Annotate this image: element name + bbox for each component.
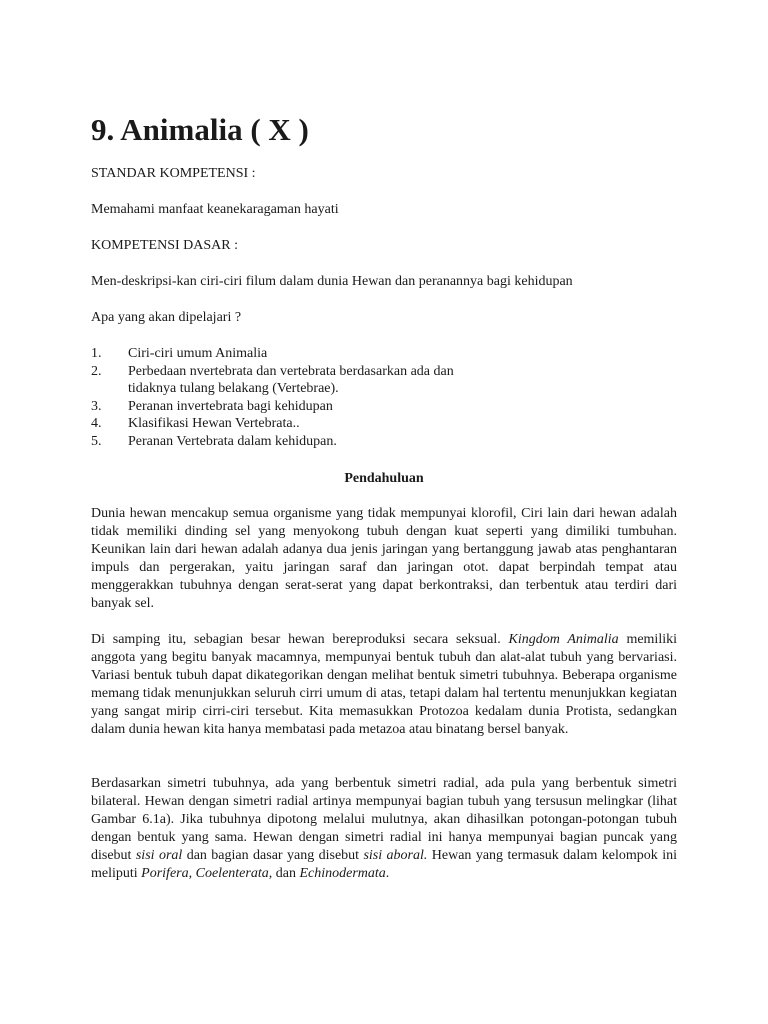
paragraph-2 — [91, 631, 677, 739]
topic-list — [91, 345, 611, 450]
kompetensi-dasar-label: KOMPETENSI DASAR : — [91, 238, 239, 253]
paragraph-text: Di samping itu, sebagian besar hewan bereproduksi secara seksual. — [91, 632, 509, 647]
list-item — [91, 433, 611, 451]
paragraph-text: Berdasarkan simetri tubuhnya, ada yang berbentuk simetri radial, ada pula yang berbentuk simetri bilateral. Hewan dengan simetri radial artinya mempunyai bagian tubuh yang tersusun melingkar (lihat Gambar 6.1a). Jika tubuhnya dipotong melalui mulutnya, akan dihasilkan potongan-potongan tubuh dengan bentuk yang sama. Hewan dengan simetri radial ini hanya mempunyai bagian puncak yang disebut — [91, 776, 677, 863]
list-item-number: 2. — [91, 363, 102, 379]
paragraph-3 — [91, 775, 677, 883]
paragraph-text: , dan — [268, 866, 300, 881]
kompetensi-dasar-text: Men-deskripsi-kan ciri-ciri filum dalam dunia Hewan dan peranannya bagi kehidupan — [91, 274, 573, 289]
italic-term: Coelenterata — [195, 866, 269, 881]
paragraph-text: . — [385, 866, 390, 881]
paragraph-1 — [91, 505, 677, 613]
italic-term: Porifera — [141, 866, 189, 881]
page-title: 9. Animalia ( X ) — [91, 112, 309, 147]
italic-term: Echinodermata — [299, 866, 386, 881]
list-item-number: 1. — [91, 346, 102, 361]
list-item-number: 3. — [91, 398, 102, 414]
italic-term: sisi aboral. — [363, 848, 428, 863]
standar-kompetensi-text: Memahami manfaat keanekaragaman hayati — [91, 202, 339, 217]
paragraph-text: memiliki anggota yang begitu banyak macamnya, mempunyai bentuk tubuh dan alat-alat tubuh yang bervariasi. Variasi bentuk tubuh dapat dikategorikan dengan melihat bentuk simetri tubuhnya. Beberapa organisme memang tidak menunjukkan seluruh cirri umum di atas, tetapi dalam hal tertentu menunjukkan kegiatan yang sangat mirip cirri-ciri tersebut. Kita memasukkan Protozoa kedalam dunia Protista, sedangkan dalam dunia hewan kita hanya membatasi pada metazoa atau binatang bersel banyak. — [91, 632, 677, 737]
list-item-text: Peranan Vertebrata dalam kehidupan. — [128, 433, 337, 449]
list-item — [91, 363, 611, 398]
paragraph-text: Hewan yang termasuk dalam kelompok ini meliputi — [91, 848, 677, 881]
list-item-text: Klasifikasi Hewan Vertebrata.. — [128, 416, 300, 431]
italic-term: Kingdom Animalia — [508, 632, 619, 647]
list-item — [91, 415, 611, 433]
standar-kompetensi-label: STANDAR KOMPETENSI : — [91, 166, 256, 181]
list-item-text: tidaknya tulang belakang (Vertebrae). — [128, 381, 339, 396]
list-item-number: 4. — [91, 416, 102, 431]
list-item-text: Peranan invertebrata bagi kehidupan — [128, 398, 333, 414]
list-item-number: 5. — [91, 433, 102, 449]
list-item — [91, 345, 611, 363]
paragraph-text: dan bagian dasar yang disebut — [182, 848, 364, 863]
list-item-text: Ciri-ciri umum Animalia — [128, 346, 268, 361]
section-heading: Pendahuluan — [344, 471, 424, 486]
list-item — [91, 398, 611, 416]
italic-term: sisi oral — [135, 848, 183, 863]
paragraph-text: , — [188, 866, 196, 881]
learning-question: Apa yang akan dipelajari ? — [91, 310, 242, 325]
paragraph-text: Dunia hewan mencakup semua organisme yang tidak mempunyai klorofil, Ciri lain dari hewan adalah tidak memiliki dinding sel yang menyokong tubuh dengan kuat seperti yang dimiliki tumbuhan. Keunikan lain dari hewan adalah adanya dua jenis jaringan yang bertanggung jawab atas penghantaran impuls dan pergerakan, yaitu jaringan saraf dan jaringan otot. dapat berpindah tempat atau menggerakkan tubuhnya dengan serat-serat yang dapat berkontraksi, dan terbentuk atau terdiri dari banyak sel. — [91, 506, 677, 611]
list-item-text: Perbedaan nvertebrata dan vertebrata berdasarkan ada dan — [128, 363, 454, 379]
